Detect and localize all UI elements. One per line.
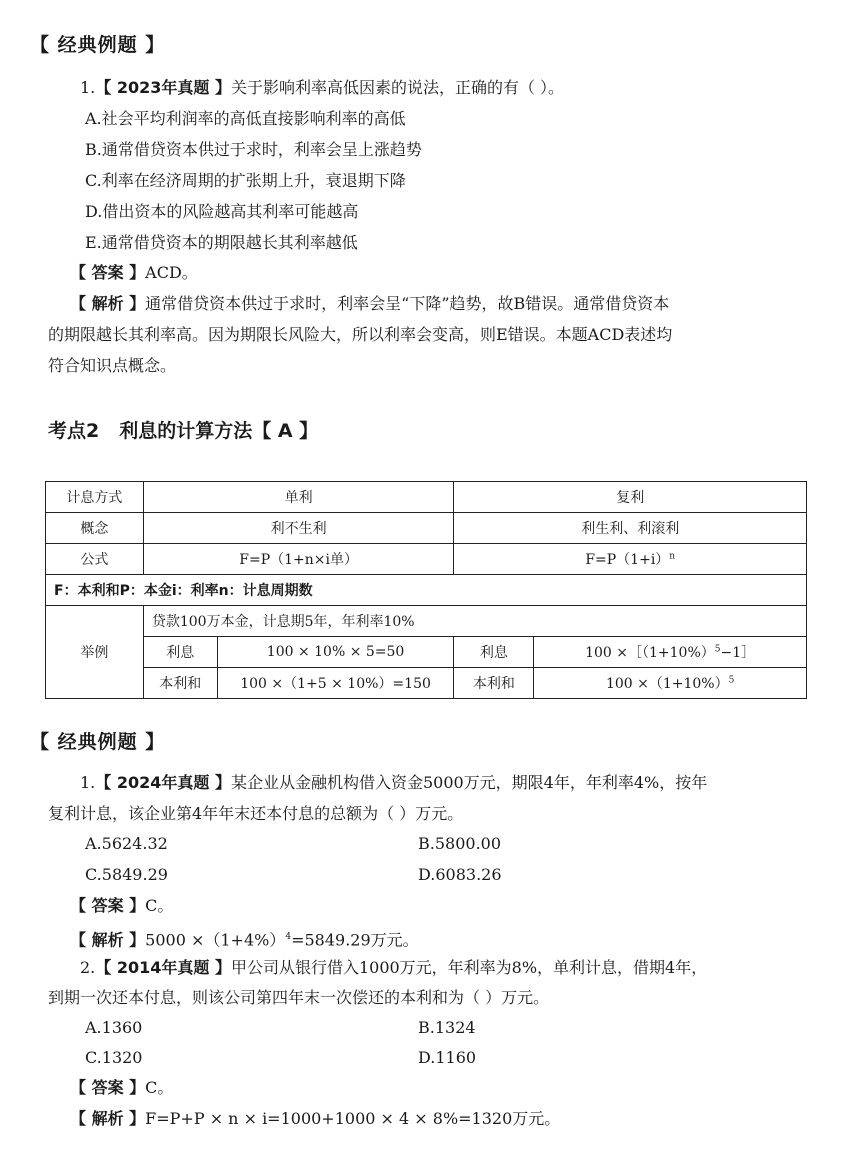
answer-value: C。 (145, 896, 174, 915)
answer-tag: 【 答案 】 (70, 263, 146, 282)
option-d: D.6083.26 (418, 865, 502, 884)
formula-label: 公式 (46, 544, 144, 575)
compound-interest-exponent: 5 (714, 644, 721, 655)
answer-tag: 【 答案 】 (70, 1078, 146, 1097)
option-c: C.5849.29 (85, 865, 168, 884)
option-d: D.借出资本的风险越高其利率可能越高 (85, 202, 359, 221)
section-heading-2: 【 经典例题 】 (30, 731, 166, 753)
analysis-pre: 5000 ×（1+4%） (145, 930, 286, 950)
option-c: C.利率在经济周期的扩张期上升，衰退期下降 (85, 171, 406, 190)
question-1 (80, 78, 564, 98)
question-text: 关于影响利率高低因素的说法，正确的有（ ）。 (230, 78, 565, 97)
option-a: A.5624.32 (85, 834, 168, 853)
answer-tag: 【 答案 】 (70, 896, 146, 915)
interest-calculation-table (45, 481, 807, 699)
example-description: 贷款100万本金，计息期5年，年利率10% (143, 606, 806, 637)
question-text: 某企业从金融机构借入资金5000万元，期限4年，年利率4%，按年 (230, 773, 708, 792)
question-year-tag: 【 2024年真题 】 (95, 773, 231, 792)
compound-total-value (534, 668, 807, 699)
analysis-1-line-3: 符合知识点概念。 (48, 356, 177, 375)
question-year-tag: 【 2014年真题 】 (95, 958, 231, 977)
compound-total-pre: 100 ×（1+10%） (605, 676, 729, 692)
option-c: C.1320 (85, 1048, 143, 1067)
option-b: B.1324 (418, 1018, 476, 1037)
concept-label: 概念 (46, 513, 144, 544)
analysis-1-line-2: 的期限越长其利率高。因为期限长风险大，所以利率会变高，则E错误。本题ACD表述均 (48, 325, 673, 344)
table-row (46, 668, 807, 699)
table-row (46, 544, 807, 575)
compound-total-exponent: 5 (728, 675, 735, 686)
simple-interest-label: 利息 (143, 637, 217, 668)
simple-interest-value: 100 × 10% × 5=50 (217, 637, 454, 668)
analysis-2-2 (70, 1109, 560, 1129)
answer-2-1 (70, 896, 173, 916)
analysis-2-1 (70, 927, 419, 950)
analysis-post: =5849.29万元。 (291, 930, 419, 950)
concept-compound: 利生利、利滚利 (454, 513, 807, 544)
analysis-text: 通常借贷资本供过于求时，利率会呈“下降”趋势，故B错误。通常借贷资本 (145, 294, 670, 313)
analysis-exponent: 4 (285, 932, 292, 942)
analysis-tag: 【 解析 】 (70, 1109, 146, 1128)
question-2-1-line-2: 复利计息，该企业第4年年末还本付息的总额为（ ）万元。 (48, 804, 464, 823)
simple-total-label: 本利和 (143, 668, 217, 699)
question-year-tag: 【 2023年真题 】 (95, 78, 231, 97)
simple-total-value: 100 ×（1+5 × 10%）=150 (217, 668, 454, 699)
formula-compound (454, 544, 807, 575)
compound-interest-pre: 100 ×［（1+10%） (585, 645, 715, 661)
topic-heading (48, 416, 318, 443)
option-b: B.通常借贷资本供过于求时，利率会呈上涨趋势 (85, 140, 422, 159)
formula-compound-base: F=P（1+i） (585, 552, 670, 568)
compound-interest-post: −1］ (720, 645, 756, 661)
table-row (46, 513, 807, 544)
option-a: A.1360 (85, 1018, 143, 1037)
question-2-2-line-2: 到期一次还本付息，则该公司第四年末一次偿还的本利和为（ ）万元。 (48, 988, 550, 1007)
question-text: 甲公司从银行借入1000万元，年利率为8%，单利计息，借期4年， (230, 958, 708, 977)
option-a: A.社会平均利润率的高低直接影响利率的高低 (85, 109, 406, 128)
analysis-tag: 【 解析 】 (70, 294, 146, 313)
question-number: 1. (80, 773, 96, 792)
header-method: 计息方式 (46, 482, 144, 513)
header-compound: 复利 (454, 482, 807, 513)
question-2-2 (80, 958, 707, 978)
question-number: 1. (80, 78, 96, 97)
formula-legend: F：本利和P：本金i：利率n：计息周期数 (46, 575, 807, 606)
answer-value: ACD。 (145, 263, 198, 282)
section-heading-1: 【 经典例题 】 (30, 34, 166, 56)
table-row (46, 482, 807, 513)
table-row (46, 575, 807, 606)
question-2-1 (80, 773, 707, 793)
question-number: 2. (80, 958, 96, 977)
compound-total-label: 本利和 (454, 668, 534, 699)
analysis-1-line-1 (70, 294, 669, 314)
formula-compound-exponent: n (669, 551, 676, 562)
example-label: 举例 (46, 606, 144, 699)
option-e: E.通常借贷资本的期限越长其利率越低 (85, 233, 358, 252)
answer-2-2 (70, 1078, 173, 1098)
table-row (46, 637, 807, 668)
header-simple: 单利 (143, 482, 454, 513)
answer-value: C。 (145, 1078, 174, 1097)
compound-interest-label: 利息 (454, 637, 534, 668)
topic-label: 考点2 (48, 420, 100, 442)
table-row (46, 606, 807, 637)
topic-title: 利息的计算方法【 A 】 (119, 420, 319, 442)
formula-simple: F=P（1+n×i单） (143, 544, 454, 575)
answer-1 (70, 263, 198, 283)
analysis-tag: 【 解析 】 (70, 930, 146, 950)
compound-interest-value (534, 637, 807, 668)
concept-simple: 利不生利 (143, 513, 454, 544)
option-b: B.5800.00 (418, 834, 502, 853)
option-d: D.1160 (418, 1048, 477, 1067)
analysis-text: F=P+P × n × i=1000+1000 × 4 × 8%=1320万元。 (145, 1109, 561, 1128)
